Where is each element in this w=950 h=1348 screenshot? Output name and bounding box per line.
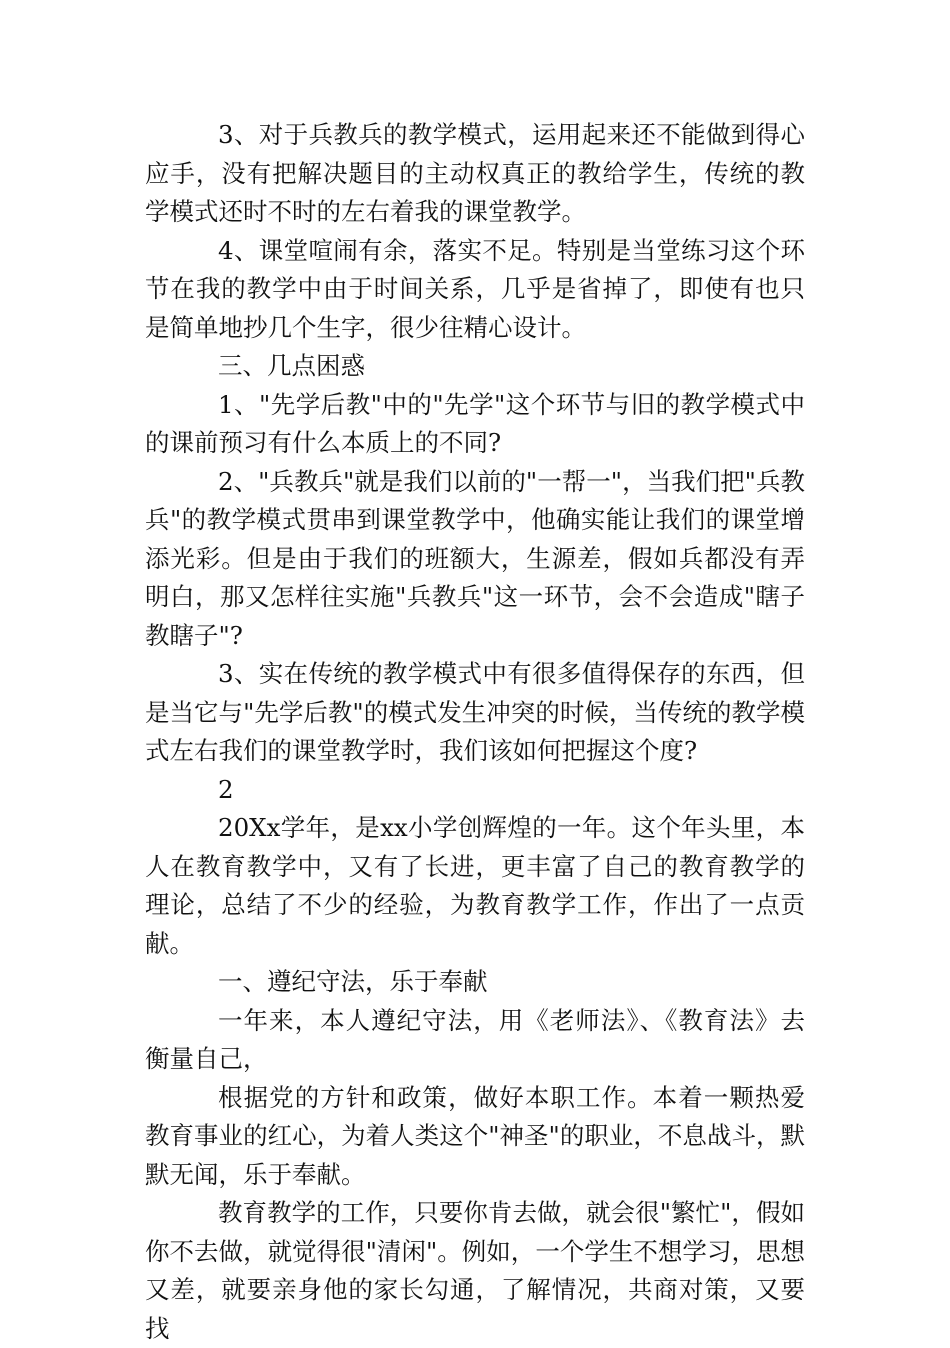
paragraph-confusion-2: 2、"兵教兵"就是我们以前的"一帮一"，当我们把"兵教兵"的教学模式贯串到课堂教学中，他确实能让我们的课堂增添光彩。但是由于我们的班额大，生源差，假如兵都没有弄明白，那又怎样往实施"兵教兵"这一环节，会不会造成"瞎子教瞎子"?	[145, 466, 805, 650]
section-heading-confusions: 三、几点困惑	[218, 351, 365, 380]
section-heading-discipline: 一、遵纪守法，乐于奉献	[218, 967, 488, 996]
paragraph-point-3-peer-teaching: 3、对于兵教兵的教学模式，运用起来还不能做到得心应手，没有把解决题目的主动权真正的教给学生，传统的教学模式还时不时的左右着我的课堂教学。	[145, 120, 805, 226]
paragraph-confusion-1: 1、"先学后教"中的"先学"这个环节与旧的教学模式中的课前预习有什么本质上的不同?	[145, 389, 805, 457]
paragraph-teaching-work: 教育教学的工作，只要你肯去做，就会很"繁忙"，假如你不去做，就觉得很"清闲"。例如，一个学生不想学习，思想又差，就要亲身他的家长勾通，了解情况，共商对策，又要找	[145, 1198, 805, 1343]
paragraph-year-summary: 20Xx学年，是xx小学创辉煌的一年。这个年头里，本人在教育教学中，又有了长进，更丰富了自己的教育教学的理论，总结了不少的经验，为教育教学工作，作出了一点贡献。	[145, 813, 805, 958]
paragraph-confusion-3: 3、实在传统的教学模式中有很多值得保存的东西，但是当它与"先学后教"的模式发生冲突的时候，当传统的教学模式左右我们的课堂教学时，我们该如何把握这个度?	[145, 659, 805, 765]
paragraph-point-4-classroom-practice: 4、课堂喧闹有余，落实不足。特别是当堂练习这个环节在我的教学中由于时间关系，几乎是省掉了，即使有也只是简单地抄几个生字，很少往精心设计。	[145, 235, 805, 342]
document-body	[145, 116, 805, 1348]
paragraph-law-abiding: 一年来，本人遵纪守法，用《老师法》、《教育法》去衡量自己，	[145, 1005, 805, 1073]
paragraph-dedication: 根据党的方针和政策，做好本职工作。本着一颗热爱教育事业的红心，为着人类这个"神圣"的职业，不息战斗，默默无闻，乐于奉献。	[145, 1082, 805, 1189]
section-number: 2	[218, 774, 234, 804]
